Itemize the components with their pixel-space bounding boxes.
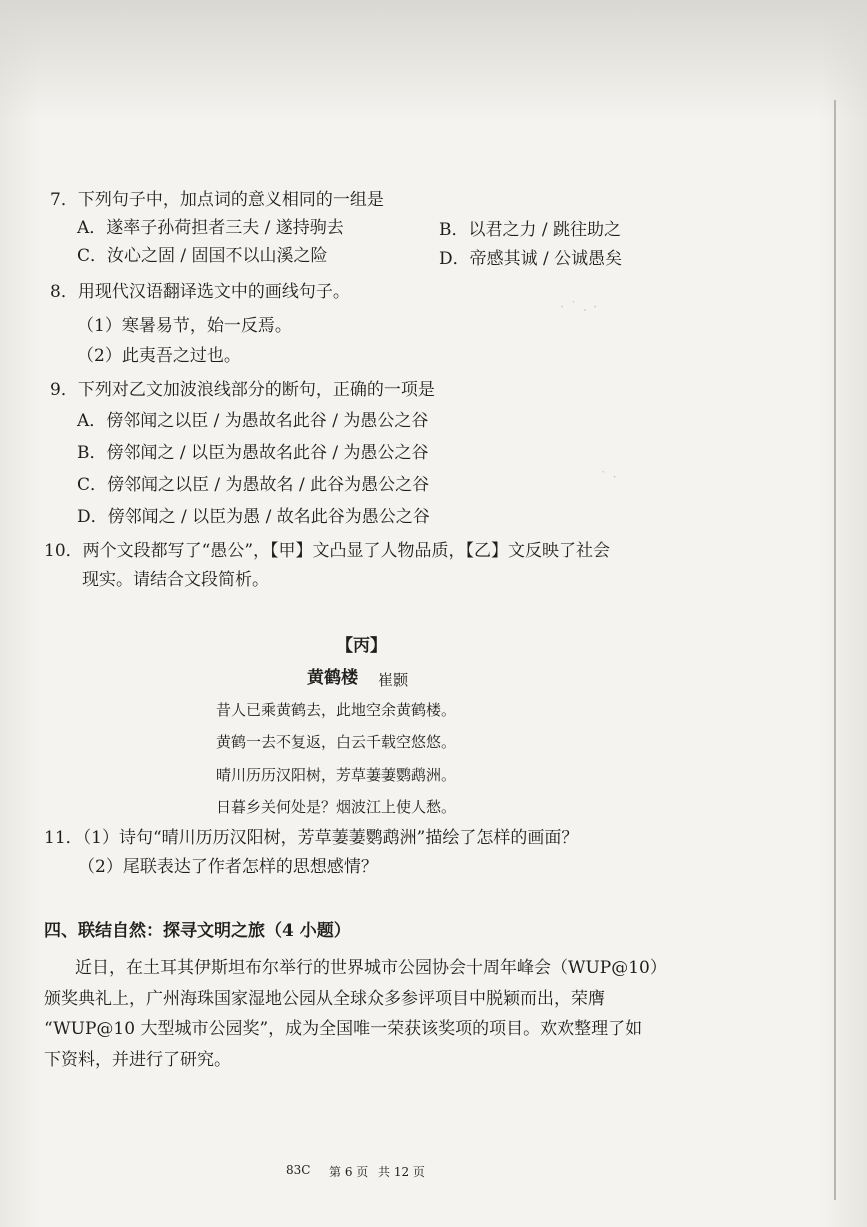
poem-line: 黄鹤一去不复返，白云千载空悠悠。: [216, 733, 457, 751]
q10-line-2: 现实。请结合文段简析。: [82, 570, 269, 590]
q7-stem: 7．下列句子中，加点词的意义相同的一组是: [50, 190, 384, 210]
bleed-through-mark: ˙ ·: [600, 470, 618, 485]
scan-shadow: [0, 0, 867, 120]
page-edge-line: [834, 100, 836, 1200]
bleed-through-mark: · ˙ . ·: [560, 300, 599, 315]
q9-option-d: D．傍邻闻之 / 以臣为愚 / 故名此谷为愚公之谷: [77, 507, 430, 527]
section-4-paragraph-line: 颁奖典礼上，广州海珠国家湿地公园从全球众多参评项目中脱颖而出，荣膺: [44, 989, 605, 1009]
q9-option-a: A．傍邻闻之以臣 / 为愚故名此谷 / 为愚公之谷: [77, 411, 429, 431]
q8-stem: 8．用现代汉语翻译选文中的画线句子。: [50, 282, 350, 302]
footer-page-number: 第 6 页: [329, 1165, 369, 1179]
q11-sentence-2: （2）尾联表达了作者怎样的思想感情？: [78, 857, 378, 877]
footer-code: 83C: [286, 1163, 311, 1177]
q11-sentence-1: 11．（1）诗句“晴川历历汉阳树，芳草萋萋鹦鹉洲”描绘了怎样的画面？: [44, 828, 579, 848]
q10-line-1: 10．两个文段都写了“愚公”，【甲】文凸显了人物品质，【乙】文反映了社会: [44, 541, 611, 561]
q7-option-a: A．遂率子孙荷担者三夫 / 遂持驹去: [77, 218, 344, 238]
poem-line: 晴川历历汉阳树，芳草萋萋鹦鹉洲。: [216, 766, 457, 784]
q7-option-c: C．汝心之固 / 固国不以山溪之险: [77, 246, 328, 266]
section-4-heading: 四、联结自然：探寻文明之旅（4 小题）: [44, 921, 351, 941]
poem-line: 昔人已乘黄鹤去，此地空余黄鹤楼。: [216, 701, 457, 719]
q8-sentence-1: （1）寒暑易节，始一反焉。: [77, 316, 292, 336]
q9-stem: 9．下列对乙文加波浪线部分的断句，正确的一项是: [50, 380, 435, 400]
poem-author: 崔颢: [378, 671, 409, 689]
section-4-paragraph-line: “WUP@10 大型城市公园奖”，成为全国唯一荣获该奖项的项目。欢欢整理了如: [44, 1019, 643, 1039]
q9-option-c: C．傍邻闻之以臣 / 为愚故名 / 此谷为愚公之谷: [77, 475, 430, 495]
poem-title: 黄鹤楼: [307, 668, 358, 688]
q8-sentence-2: （2）此夷吾之过也。: [77, 346, 241, 366]
q7-option-b: B．以君之力 / 跳往助之: [439, 220, 622, 240]
poem-line: 日暮乡关何处是？烟波江上使人愁。: [216, 798, 457, 816]
q9-option-b: B．傍邻闻之 / 以臣为愚故名此谷 / 为愚公之谷: [77, 443, 429, 463]
poem-label: 【丙】: [336, 636, 387, 656]
footer-total-pages: 共 12 页: [378, 1165, 425, 1179]
section-4-paragraph-line: 下资料，并进行了研究。: [44, 1050, 231, 1070]
section-4-paragraph-line: 近日，在土耳其伊斯坦布尔举行的世界城市公园协会十周年峰会（WUP@10）: [75, 958, 667, 978]
q7-option-d: D．帝感其诚 / 公诚愚矣: [439, 249, 623, 269]
